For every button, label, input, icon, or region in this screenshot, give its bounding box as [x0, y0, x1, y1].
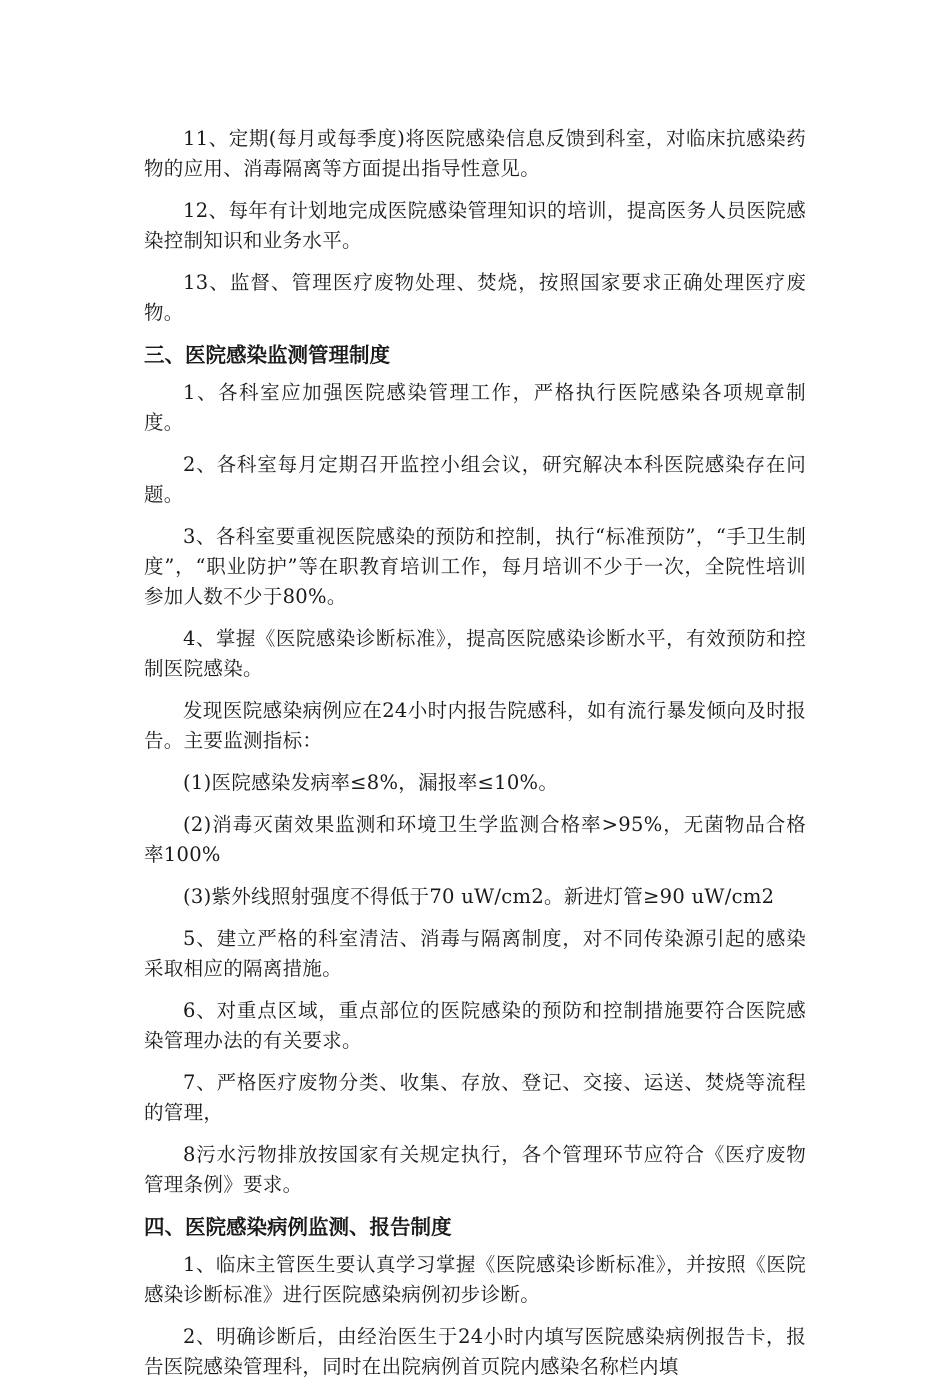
section-3-heading: 三、医院感染监测管理制度 — [144, 343, 390, 367]
paragraph-s3-7: 7、严格医疗废物分类、收集、存放、登记、交接、运送、焚烧等流程的管理， — [144, 1071, 806, 1124]
paragraph-s4-1: 1、临床主管医生要认真学习掌握《医院感染诊断标准》，并按照《医院感染诊断标准》进行医院感染病例初步诊断。 — [144, 1253, 806, 1306]
paragraph-13-waste: 13、监督、管理医疗废物处理、焚烧，按照国家要求正确处理医疗废物。 — [144, 271, 806, 324]
paragraph-11-feedback: 11、定期(每月或每季度)将医院感染信息反馈到科室，对临床抗感染药物的应用、消毒隔离等方面提出指导性意见。 — [144, 127, 806, 180]
paragraph-s3-6: 6、对重点区域，重点部位的医院感染的预防和控制措施要符合医院感染管理办法的有关要求。 — [144, 999, 806, 1052]
paragraph-s3-report: 发现医院感染病例应在24小时内报告院感科，如有流行暴发倾向及时报告。主要监测指标： — [144, 699, 806, 752]
paragraph-s3-4: 4、掌握《医院感染诊断标准》，提高医院感染诊断水平，有效预防和控制医院感染。 — [144, 627, 806, 680]
paragraph-12-training: 12、每年有计划地完成医院感染管理知识的培训，提高医务人员医院感染控制知识和业务水平。 — [144, 199, 806, 252]
indicator-2: (2)消毒灭菌效果监测和环境卫生学监测合格率>95%，无菌物品合格率100% — [144, 813, 806, 866]
section-4-heading: 四、医院感染病例监测、报告制度 — [144, 1215, 452, 1239]
paragraph-s3-1: 1、各科室应加强医院感染管理工作，严格执行医院感染各项规章制度。 — [144, 381, 806, 434]
paragraph-s3-2: 2、各科室每月定期召开监控小组会议，研究解决本科医院感染存在问题。 — [144, 453, 806, 506]
indicator-3: (3)紫外线照射强度不得低于70 uW/cm2。新进灯管≥90 uW/cm2 — [183, 885, 775, 908]
paragraph-s3-8: 8污水污物排放按国家有关规定执行，各个管理环节应符合《医疗废物管理条例》要求。 — [144, 1143, 806, 1196]
indicator-1: (1)医院感染发病率≤8%，漏报率≤10%。 — [183, 771, 559, 794]
paragraph-s4-2: 2、明确诊断后，由经治医生于24小时内填写医院感染病例报告卡，报告医院感染管理科，同时在出院病例首页院内感染名称栏内填 — [144, 1325, 806, 1378]
paragraph-s3-3: 3、各科室要重视医院感染的预防和控制，执行“标准预防”，“手卫生制度”，“职业防护”等在职教育培训工作，每月培训不少于一次，全院性培训参加人数不少于80%。 — [144, 525, 806, 608]
document-page — [144, 124, 806, 1394]
paragraph-s3-5: 5、建立严格的科室清洁、消毒与隔离制度，对不同传染源引起的感染采取相应的隔离措施。 — [144, 927, 806, 980]
